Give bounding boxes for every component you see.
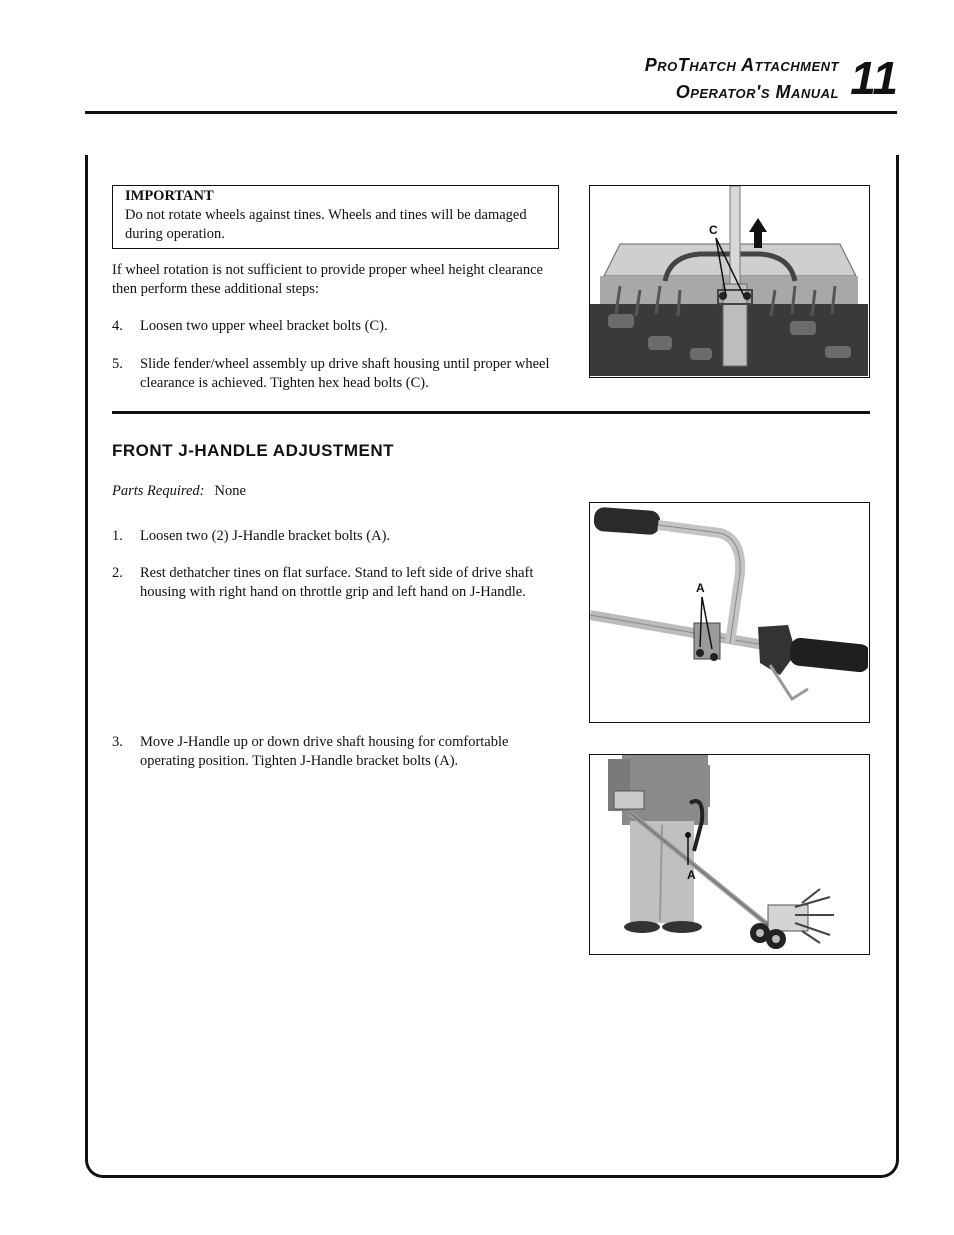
step-number: 4. [112,318,123,334]
page-number: 11 [850,52,898,104]
list-item [112,564,552,602]
figure-label-c: C [709,223,718,237]
list-item [112,527,552,546]
step-text: Loosen two (2) J-Handle bracket bolts (A). [140,528,391,544]
step-number: 2. [112,565,123,581]
list-item [112,733,552,771]
jhandle-bracket-illustration [590,503,868,721]
wheel-intro: If wheel rotation is not sufficient to provide proper wheel height clearance then perform these additional steps: [112,262,543,297]
step-number: 5. [112,356,123,372]
step-text: Move J-Handle up or down drive shaft housing for comfortable operating position. Tighten J-Handle bracket bolts (A). [140,734,509,769]
important-notice [112,185,559,249]
operator-photo [589,754,870,955]
parts-required-value: None [214,483,246,499]
manual-title [645,52,839,106]
jhandle-bracket-photo [589,502,870,723]
important-title: IMPORTANT [125,188,214,204]
figure-label-a: A [687,868,696,882]
list-item [112,317,552,336]
step-number: 1. [112,528,123,544]
wheel-bracket-illustration [590,186,868,376]
list-item [112,355,552,393]
section-divider [112,411,870,414]
operator-illustration [590,755,868,953]
section-title: FRONT J-HANDLE ADJUSTMENT [112,441,394,460]
step-text: Rest dethatcher tines on flat surface. Stand to left side of drive shaft housing with right hand on throttle grip and left hand on J-Handle. [140,565,534,600]
step-text: Loosen two upper wheel bracket bolts (C). [140,318,388,334]
header-rule [85,111,897,114]
parts-required [112,482,246,501]
important-text: Do not rotate wheels against tines. Wheels and tines will be damaged during operation. [125,207,527,242]
wheel-bracket-photo [589,185,870,378]
figure-label-a: A [696,581,705,595]
manual-title-line2: Operator's Manual [675,82,839,102]
parts-required-label: Parts Required: [112,483,205,499]
step-number: 3. [112,734,123,750]
manual-title-line1: ProThatch Attachment [644,55,839,75]
step-text: Slide fender/wheel assembly up drive shaft housing until proper wheel clearance is achieved. Tighten hex head bolts (C). [140,356,550,391]
